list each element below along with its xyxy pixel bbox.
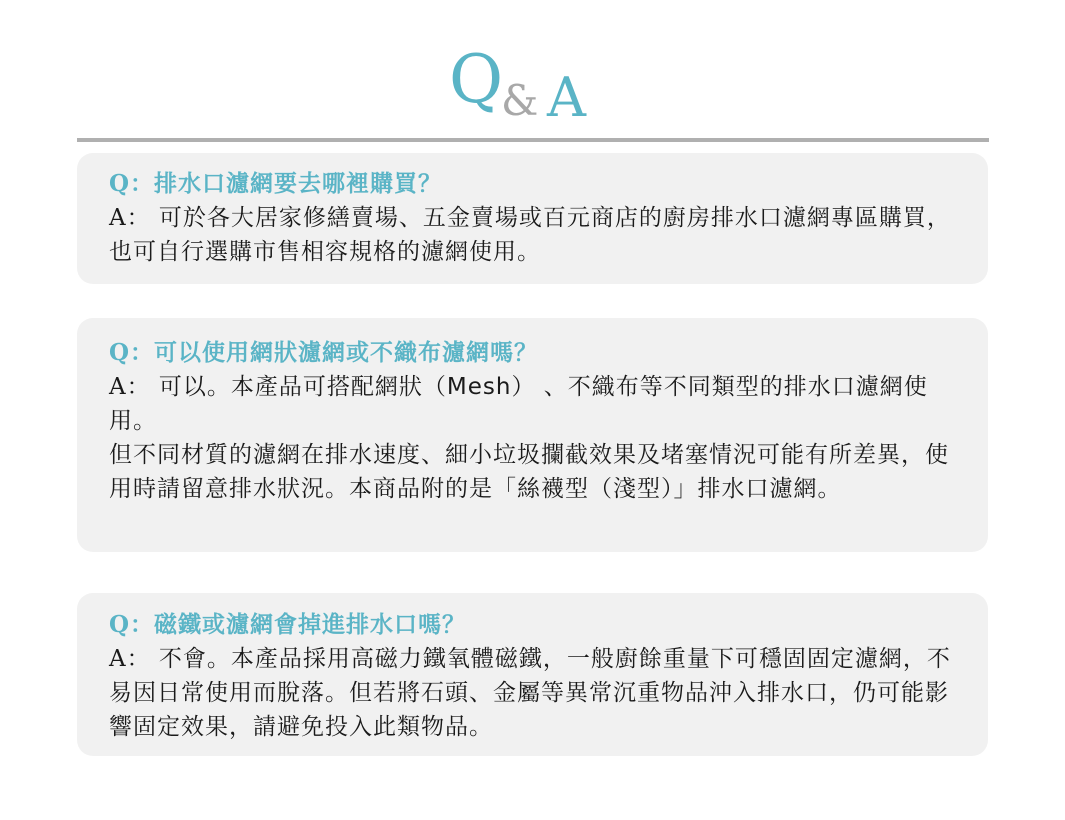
title-divider: [77, 138, 989, 142]
question-prefix: Q: [109, 339, 131, 366]
faq-answer-2-note: 但不同材質的濾網在排水速度、細小垃圾攔截效果及堵塞情況可能有所差異，使用時請留意排水狀況。本商品附的是「絲襪型（淺型）」排水口濾網。: [109, 442, 949, 502]
faq-question-1: [109, 167, 960, 201]
faq-card-3: [77, 593, 988, 756]
qa-title: [0, 38, 1065, 138]
faq-answer-2: [109, 370, 960, 438]
question-text: ：可以使用網狀濾網或不織布濾網嗎？: [130, 340, 539, 366]
faq-answer-1: [109, 201, 960, 269]
faq-question-3: [109, 608, 960, 642]
faq-card-2: [77, 318, 988, 552]
title-a-letter: A: [547, 66, 586, 129]
answer-text: ： 不會。本產品採用高磁力鐵氧體磁鐵，一般廚餘重量下可穩固固定濾網，不易因日常使用而脫落。但若將石頭、金屬等異常沉重物品沖入排水口，仍可能影響固定效果，請避免投入此類物品。: [109, 646, 951, 740]
faq-card-1: [77, 153, 988, 284]
answer-prefix: A: [109, 205, 127, 231]
question-text: ：排水口濾網要去哪裡購買？: [130, 171, 443, 197]
question-text: ：磁鐵或濾網會掉進排水口嗎？: [130, 612, 467, 638]
question-prefix: Q: [109, 611, 131, 638]
answer-text: ： 可於各大居家修繕賣場、五金賣場或百元商店的廚房排水口濾網專區購買，也可自行選購市售相容規格的濾網使用。: [109, 205, 951, 265]
title-ampersand: &: [501, 76, 539, 125]
answer-prefix: A: [109, 374, 127, 400]
faq-answer-3: [109, 642, 960, 744]
faq-question-2: [109, 336, 960, 370]
title-q-letter: Q: [449, 41, 504, 118]
answer-text: ： 可以。本產品可搭配網狀（Mesh） 、不織布等不同類型的排水口濾網使用。: [109, 374, 928, 434]
question-prefix: Q: [109, 170, 131, 197]
answer-prefix: A: [109, 646, 127, 672]
